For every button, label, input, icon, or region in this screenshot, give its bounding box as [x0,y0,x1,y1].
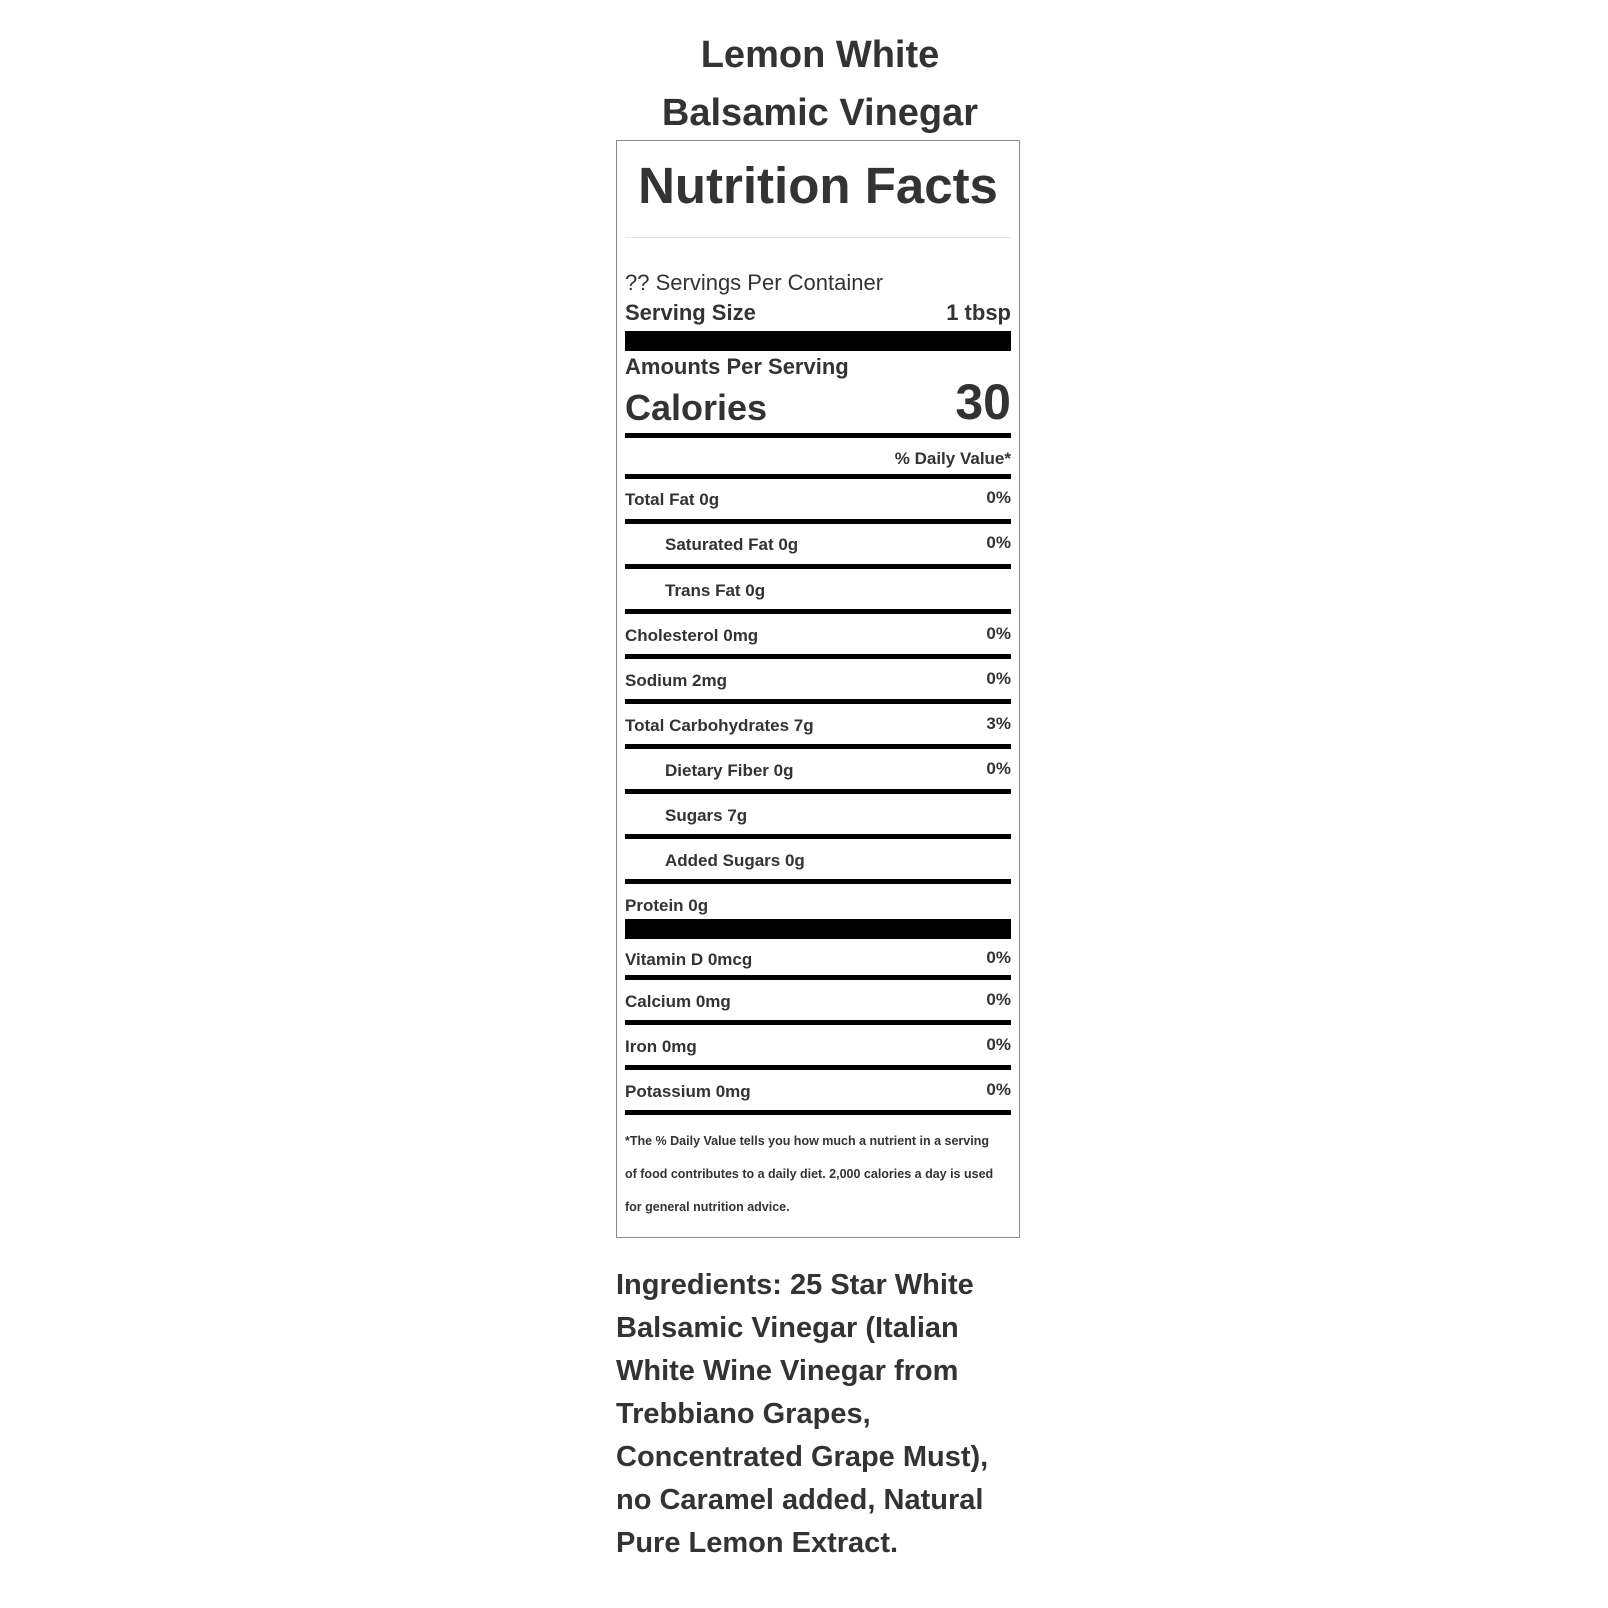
serving-thick-bar [625,331,1011,351]
nutrient-label: Total Carbohydrates 7g [625,716,814,735]
nutrient-percent: 0% [986,669,1011,688]
footnote-line: of food contributes to a daily diet. 2,000 calories a day is used [625,1167,994,1181]
nutrient-rule [625,654,1011,659]
vitamin-rule [625,1020,1011,1025]
footnote-line: *The % Daily Value tells you how much a nutrient in a serving [625,1134,989,1148]
nutrient-percent: 0% [986,488,1011,507]
nutrient-rule [625,789,1011,794]
serving-size-label: Serving Size [625,300,756,325]
vitamin-label: Iron 0mg [625,1037,697,1056]
serving-size-value: 1 tbsp [946,300,1011,325]
ingredients-text [616,1264,1016,1565]
nutrient-rule [625,699,1011,704]
vitamin-percent: 0% [986,990,1011,1009]
ingredients-line: no Caramel added, Natural [616,1484,984,1516]
servings-per-container: ?? Servings Per Container [625,270,884,295]
protein-thick-bar [625,919,1011,939]
calories-label: Calories [625,387,768,428]
nutrient-label: Trans Fat 0g [665,581,766,600]
product-title-line1: Lemon White [700,34,940,76]
daily-value-footnote [625,1125,1011,1224]
ingredients-line: Concentrated Grape Must), [616,1441,989,1473]
ingredients-line: Balsamic Vinegar (Italian [616,1312,959,1344]
heading-divider [625,237,1011,238]
serving-size-row [625,299,1011,327]
nutrient-label: Sodium 2mg [625,671,728,690]
vitamin-label: Potassium 0mg [625,1082,751,1101]
vitamin-rule [625,1110,1011,1115]
calories-value: 30 [955,374,1011,430]
vitamin-rule [625,1065,1011,1070]
vitamin-label: Vitamin D 0mcg [625,950,753,969]
vitamin-percent: 0% [986,1080,1011,1099]
vitamin-percent: 0% [986,1035,1011,1054]
nutrient-label: Cholesterol 0mg [625,626,759,645]
ingredients-line: Trebbiano Grapes, [616,1398,871,1430]
vitamin-percent: 0% [986,948,1011,967]
ingredients-line: Pure Lemon Extract. [616,1527,899,1559]
nutrient-label: Dietary Fiber 0g [665,761,794,780]
daily-value-header: % Daily Value* [894,449,1011,468]
amounts-per-serving: Amounts Per Serving [625,354,849,379]
footnote-line: for general nutrition advice. [625,1200,790,1214]
nutrient-percent: 0% [986,759,1011,778]
ingredients-line: White Wine Vinegar from [616,1355,959,1387]
ingredients-line: Ingredients: 25 Star White [616,1269,974,1301]
nutrient-rule [625,564,1011,569]
vitamin-label: Calcium 0mg [625,992,731,1011]
product-title-line2: Balsamic Vinegar [661,92,979,134]
vitamin-rule [625,975,1011,980]
nutrition-facts-heading: Nutrition Facts [638,157,998,214]
calories-row [625,371,1011,433]
nutrient-percent: 0% [986,624,1011,643]
nutrient-label: Added Sugars 0g [665,851,805,870]
nutrient-label: Saturated Fat 0g [665,535,799,554]
nutrient-rule [625,744,1011,749]
nutrient-label: Total Fat 0g [625,490,720,509]
nutrient-label: Sugars 7g [665,806,748,825]
daily-value-rule [625,474,1011,479]
nutrient-label: Protein 0g [625,896,709,915]
nutrient-rule [625,519,1011,524]
nutrient-rule [625,609,1011,614]
nutrient-percent: 0% [986,533,1011,552]
product-title [600,26,1040,142]
nutrient-rule [625,834,1011,839]
nutrient-percent: 3% [986,714,1011,733]
nutrient-rule [625,879,1011,884]
nutrition-facts-panel [616,140,1020,1238]
calories-rule [625,433,1011,438]
